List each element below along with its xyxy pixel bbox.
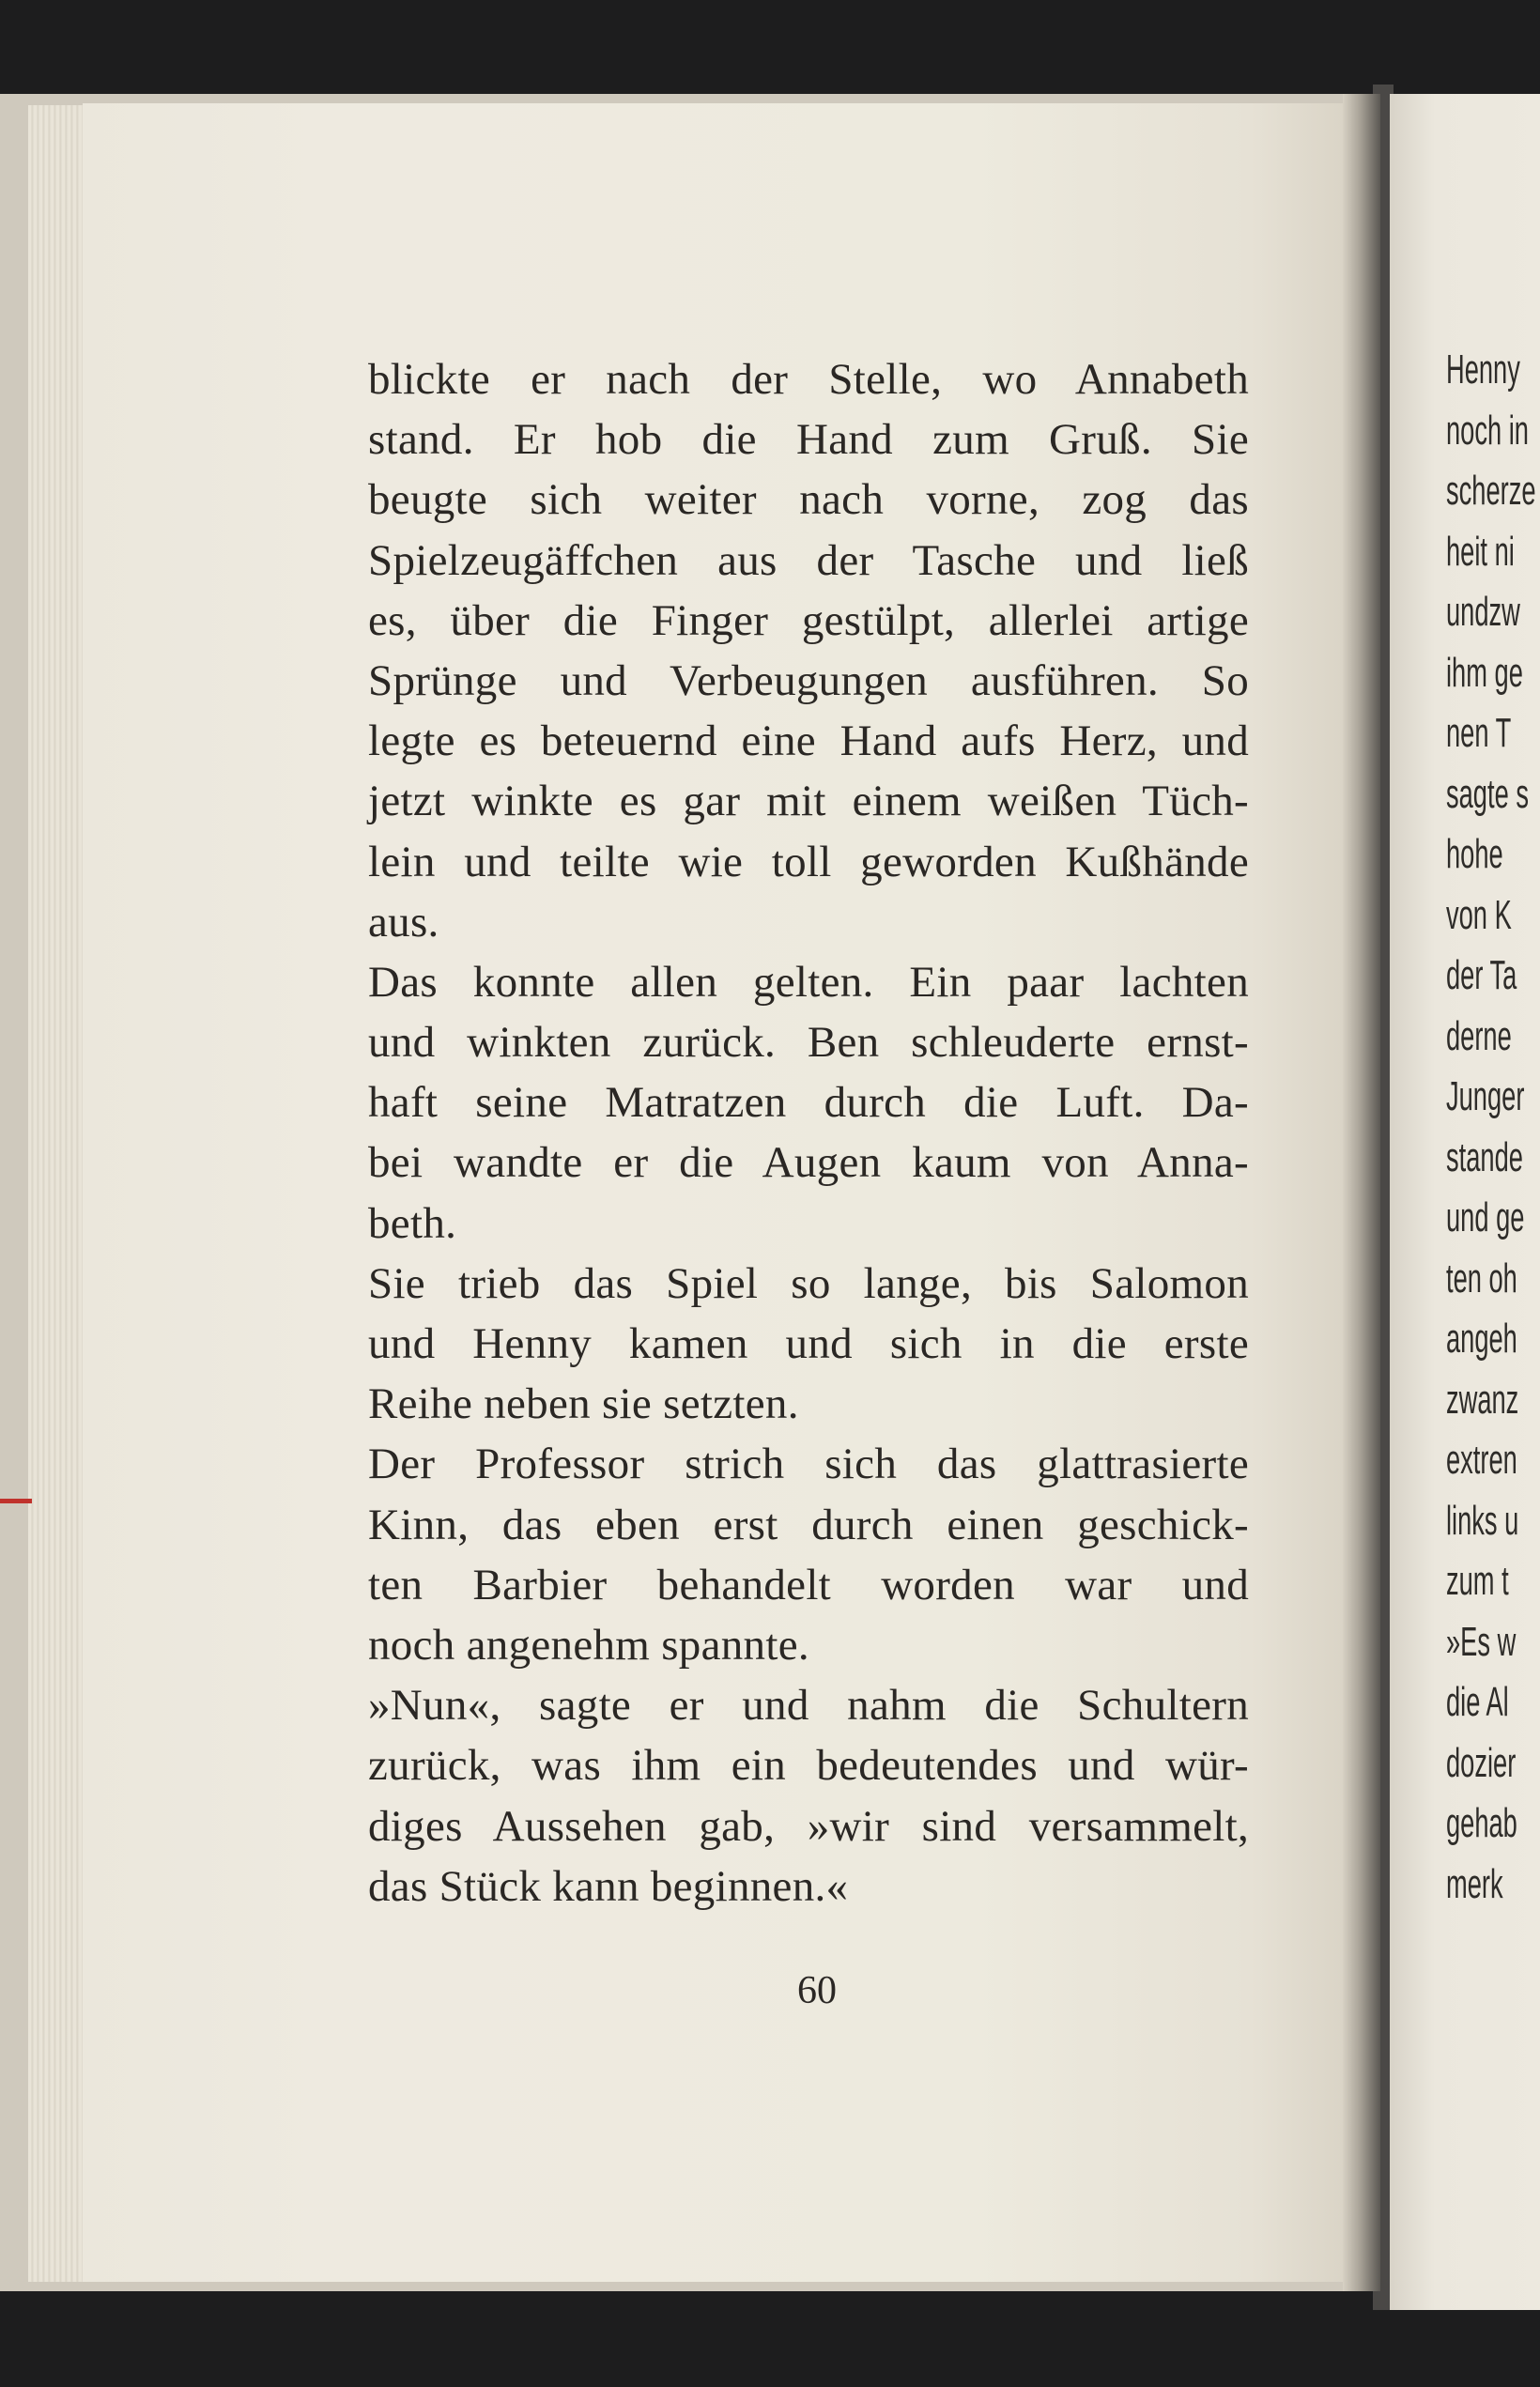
facing-page-line: scherze [1446,468,1536,514]
facing-page-line: stande [1446,1133,1523,1180]
facing-page-line: undzw [1446,589,1520,635]
facing-page-line: extren [1446,1437,1517,1483]
text-line: zurück, was ihm ein bedeutendes und wür- [368,1741,1249,1791]
page-edges [28,105,85,2282]
facing-page-line: zum t [1446,1558,1509,1604]
text-line: blickte er nach der Stelle, wo Annabeth [368,355,1249,404]
text-line: diges Aussehen gab, »wir sind versammelt, [368,1801,1249,1851]
facing-page-line: angeh [1446,1316,1517,1362]
facing-page-line: nen T [1446,710,1512,756]
text-line: und Henny kamen und sich in die erste [368,1319,1249,1368]
text-line: stand. Er hob die Hand zum Gruß. Sie [368,415,1249,465]
text-line: ten Barbier behandelt worden war und [368,1560,1249,1609]
text-line: Der Professor strich sich das glattrasierte [368,1440,1249,1489]
facing-page-line: Henny [1446,346,1520,393]
text-line: aus. [368,897,439,947]
facing-page-line: der Ta [1446,952,1517,998]
text-line: bei wandte er die Augen kaum von Anna- [368,1138,1249,1188]
facing-page-line: ihm ge [1446,649,1523,696]
text-line: jetzt winkte es gar mit einem weißen Tüch- [368,777,1249,826]
facing-page-line: ten oh [1446,1255,1517,1301]
text-line: Sprünge und Verbeugungen ausführen. So [368,655,1249,705]
facing-page-line: die Al [1446,1679,1509,1725]
text-line: Das konnte allen gelten. Ein paar lachten [368,957,1249,1007]
text-line: legte es beteuernd eine Hand aufs Herz, und [368,716,1249,766]
facing-page-line: derne [1446,1012,1512,1059]
facing-page-line: Junger [1446,1073,1525,1119]
text-line: Spielzeugäffchen aus der Tasche und ließ [368,535,1249,585]
text-line: lein und teilte wie toll geworden Kußhände [368,837,1249,886]
text-line: Kinn, das eben erst durch einen geschick- [368,1500,1249,1549]
facing-page-line: links u [1446,1497,1519,1544]
facing-page-line: zwanz [1446,1376,1519,1423]
facing-page-line: hohe [1446,831,1503,877]
page-body-text [368,349,1249,1917]
facing-page-line: »Es w [1446,1618,1517,1665]
text-line: Sie trieb das Spiel so lange, bis Salomon [368,1258,1249,1308]
facing-page-line: heit ni [1446,528,1515,575]
text-line: das Stück kann beginnen.« [368,1861,849,1911]
text-line: haft seine Matratzen durch die Luft. Da- [368,1078,1249,1128]
facing-page-line: von K [1446,891,1512,938]
text-line: »Nun«, sagte er und nahm die Schultern [368,1681,1249,1731]
facing-page-line: und ge [1446,1194,1525,1240]
text-line: Reihe neben sie setzten. [368,1379,799,1429]
facing-page-line: dozier [1446,1739,1517,1786]
facing-page-line: sagte s [1446,770,1529,817]
page-number: 60 [797,1969,837,2012]
facing-page-text [1446,340,1536,1915]
text-line: es, über die Finger gestülpt, allerlei artige [368,595,1249,645]
text-line: beugte sich weiter nach vorne, zog das [368,475,1249,525]
facing-page-line: gehab [1446,1800,1517,1846]
text-line: noch angenehm spannte. [368,1620,809,1670]
text-line: beth. [368,1198,457,1248]
page-gutter-shadow [1343,94,1380,2291]
facing-page-line: noch in [1446,407,1529,454]
bookmark-ribbon [0,1499,32,1503]
facing-page-line: merk [1446,1860,1503,1907]
text-line: und winkten zurück. Ben schleuderte ernst- [368,1018,1249,1068]
